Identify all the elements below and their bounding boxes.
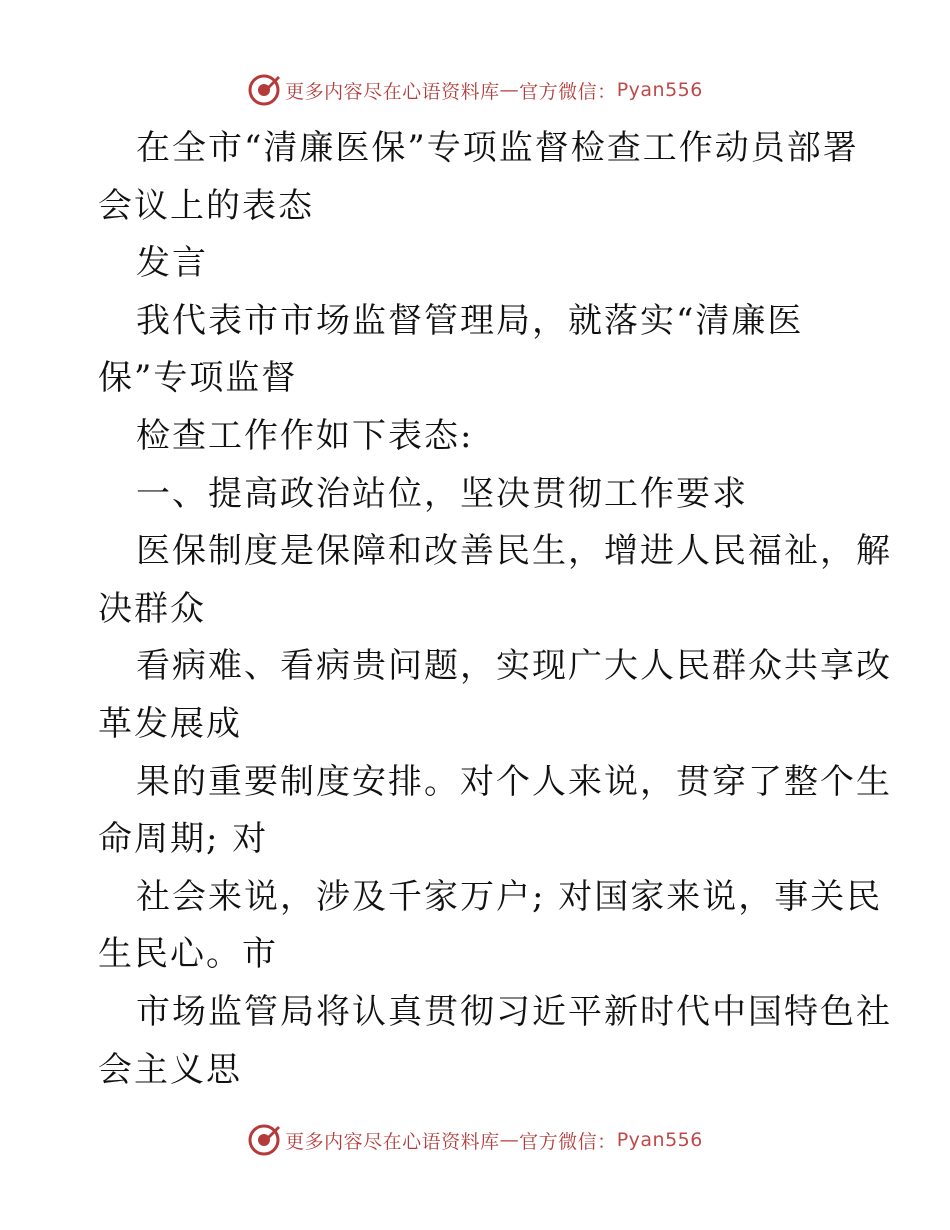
- text-line: 革发展成: [98, 703, 242, 744]
- text-line: 保”专项监督: [98, 358, 298, 399]
- text-line: 会主义思: [98, 1049, 242, 1090]
- logo-icon: [247, 73, 281, 107]
- watermark-dash: —: [499, 1129, 520, 1151]
- text-line: 发言: [136, 243, 208, 284]
- watermark-text: 更多内容尽在心语资料库: [285, 1130, 500, 1153]
- watermark-dash: —: [499, 79, 520, 101]
- text-line: 果的重要制度安排。对个人来说，贯穿了整个生: [136, 761, 892, 802]
- text-line: 我代表市市场监督管理局，就落实“清廉医: [136, 300, 804, 341]
- watermark-handle: Pyan556: [616, 79, 703, 101]
- text-line: 会议上的表态: [98, 185, 314, 226]
- watermark-header: [0, 72, 950, 108]
- text-line: 社会来说，涉及千家万户; 对国家来说，事关民: [136, 876, 883, 917]
- watermark-footer: [0, 1122, 950, 1158]
- text-line: 决群众: [98, 588, 206, 629]
- text-line: 生民心。市: [98, 934, 278, 975]
- watermark-label: 官方微信：: [519, 1130, 617, 1153]
- text-line: 检查工作作如下表态:: [136, 415, 474, 456]
- text-line: 市场监管局将认真贯彻习近平新时代中国特色社: [136, 991, 892, 1032]
- section-heading: 一、提高政治站位，坚决贯彻工作要求: [136, 473, 748, 514]
- text-line: 命周期; 对: [98, 819, 269, 860]
- text-line: 医保制度是保障和改善民生，增进人民福祉，解: [136, 531, 892, 572]
- text-line: 看病难、看病贵问题，实现广大人民群众共享改: [136, 646, 892, 687]
- watermark-handle: Pyan556: [616, 1129, 703, 1151]
- watermark-text: 更多内容尽在心语资料库: [285, 80, 500, 103]
- logo-icon: [247, 1123, 281, 1157]
- document-body: [98, 120, 892, 1099]
- text-line: 在全市“清廉医保”专项监督检查工作动员部署: [136, 128, 859, 168]
- watermark-label: 官方微信：: [519, 80, 617, 103]
